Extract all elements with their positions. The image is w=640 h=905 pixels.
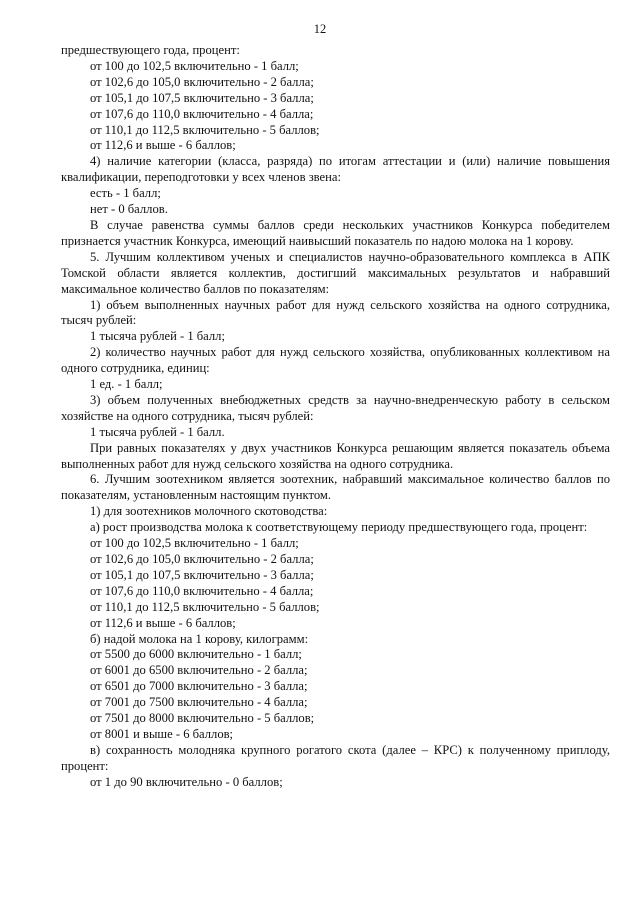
paragraph: 1 тысяча рублей - 1 балл.: [90, 424, 225, 439]
paragraph: 3) объем полученных внебюджетных средств за научно-внедренческую работу в сельском хозяйстве на одного сотрудника, тысяч рублей:: [61, 392, 610, 423]
paragraph: от 107,6 до 110,0 включительно - 4 балла;: [90, 583, 314, 598]
paragraph: от 7001 до 7500 включительно - 4 балла;: [90, 695, 308, 710]
paragraph: 2) количество научных работ для нужд сельского хозяйства, опубликованных коллективом на одного сотрудника, единиц:: [61, 345, 610, 376]
paragraph: от 5500 до 6000 включительно - 1 балл;: [90, 647, 302, 662]
paragraph: 4) наличие категории (класса, разряда) по итогам аттестации и (или) наличие повышения квалификации, переподготовки у всех членов звена:: [61, 154, 610, 185]
page-number: 12: [313, 22, 327, 36]
paragraph: от 107,6 до 110,0 включительно - 4 балла;: [90, 106, 314, 121]
paragraph: 1) объем выполненных научных работ для нужд сельского хозяйства на одного сотрудника, тысяч рублей:: [61, 297, 610, 328]
document-body: [61, 43, 610, 791]
paragraph: от 6001 до 6500 включительно - 2 балла;: [90, 663, 308, 678]
paragraph: от 100 до 102,5 включительно - 1 балл;: [90, 58, 299, 73]
paragraph: 5. Лучшим коллективом ученых и специалистов научно-образовательного комплекса в АПК Томской области является коллектив, достигший максимальных результатов и набравший максимальное количество баллов по показателям:: [61, 249, 610, 296]
paragraph: в) сохранность молодняка крупного рогатого скота (далее – КРС) к полученному приплоду, процент:: [61, 742, 610, 773]
paragraph: а) рост производства молока к соответствующему периоду предшествующего года, процент:: [90, 520, 588, 535]
paragraph: от 6501 до 7000 включительно - 3 балла;: [90, 679, 308, 694]
paragraph: В случае равенства суммы баллов среди нескольких участников Конкурса победителем признается участник Конкурса, имеющий наивысший показатель по надою молока на 1 корову.: [61, 217, 610, 248]
paragraph: от 112,6 и выше - 6 баллов;: [90, 615, 236, 630]
paragraph: от 102,6 до 105,0 включительно - 2 балла;: [90, 74, 314, 89]
paragraph: предшествующего года, процент:: [61, 43, 240, 57]
paragraph: 1) для зоотехников молочного скотоводства:: [90, 504, 328, 519]
paragraph: от 1 до 90 включительно - 0 баллов;: [90, 774, 283, 789]
paragraph: При равных показателях у двух участников Конкурса решающим является показатель объема выполненных работ для нужд сельского хозяйства на одного сотрудника.: [61, 440, 610, 471]
paragraph: от 105,1 до 107,5 включительно - 3 балла;: [90, 90, 314, 105]
paragraph: есть - 1 балл;: [90, 186, 161, 201]
paragraph: нет - 0 баллов.: [90, 202, 168, 217]
paragraph: 6. Лучшим зоотехником является зоотехник, набравший максимальное количество баллов по показателям, установленным настоящим пунктом.: [61, 472, 610, 503]
paragraph: 1 ед. - 1 балл;: [90, 377, 163, 392]
paragraph: от 110,1 до 112,5 включительно - 5 баллов;: [90, 599, 320, 614]
paragraph: от 102,6 до 105,0 включительно - 2 балла;: [90, 552, 314, 566]
paragraph: б) надой молока на 1 корову, килограмм:: [90, 631, 309, 646]
paragraph: 1 тысяча рублей - 1 балл;: [90, 329, 225, 344]
paragraph: от 110,1 до 112,5 включительно - 5 баллов;: [90, 122, 320, 137]
paragraph: от 112,6 и выше - 6 баллов;: [90, 138, 236, 153]
paragraph: от 7501 до 8000 включительно - 5 баллов;: [90, 711, 315, 726]
paragraph: от 105,1 до 107,5 включительно - 3 балла;: [90, 567, 314, 582]
paragraph: от 8001 и выше - 6 баллов;: [90, 726, 234, 741]
paragraph: от 100 до 102,5 включительно - 1 балл;: [90, 536, 299, 551]
